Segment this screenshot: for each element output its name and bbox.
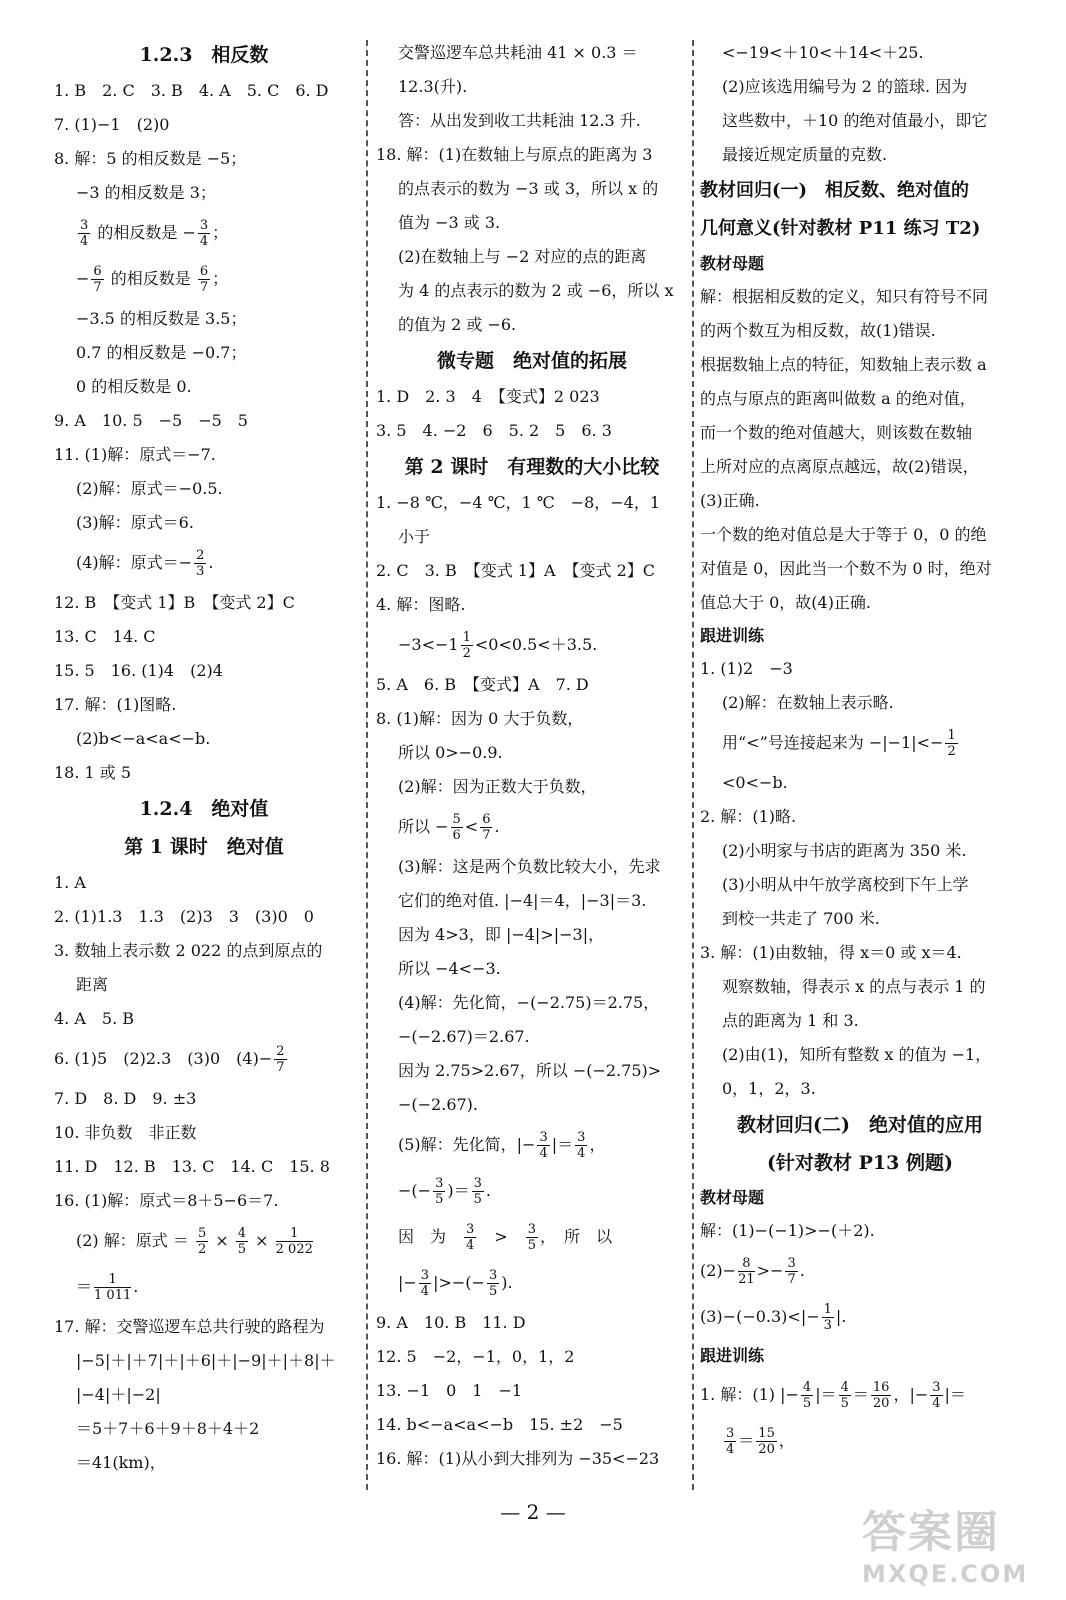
- fraction: $\frac{1}{3}$: [823, 1302, 832, 1333]
- fraction: $\frac{6}{7}$: [199, 264, 209, 295]
- answer-line: 最接近规定质量的克数.: [722, 145, 888, 164]
- answer-line: 6. (1)5 (2)2.3 (3)0 (4)− $\frac{2}{7}$: [54, 1044, 285, 1075]
- answer-line: −3.5 的相反数是 3.5；: [76, 309, 247, 328]
- answer-line: −(−2.67).: [398, 1095, 479, 1114]
- answer-line: 2. C 3. B 【变式 1】A 【变式 2】C: [376, 561, 656, 580]
- answer-line: 12.3(升).: [398, 77, 468, 96]
- answer-line: 它们的绝对值. |−4|＝4，|−3|＝3.: [398, 891, 647, 910]
- answer-line: 3. 解：(1)由数轴，得 x＝0 或 x＝4.: [700, 943, 962, 962]
- answer-line: 2. 解：(1)略.: [700, 807, 797, 826]
- fraction: $\frac{8}{21}$: [738, 1256, 755, 1287]
- answer-line: 4. A 5. B: [54, 1009, 135, 1028]
- section-heading-1-2-4: 1.2.4 绝对值: [139, 798, 269, 820]
- fraction: $\frac{6}{7}$: [93, 264, 102, 295]
- answer-line: 17. 解：(1)图略.: [54, 695, 177, 714]
- answer-line: 8. 解：5 的相反数是 −5；: [54, 149, 247, 168]
- fraction: $\frac{3}{4}$: [539, 1130, 548, 1161]
- answer-line: 5. A 6. B 【变式】A 7. D: [376, 675, 589, 694]
- answer-line: 上所对应的点离原点越远，故(2)错误，: [700, 457, 979, 476]
- answer-line: 因 为 $\frac{3}{4}$ > $\frac{3}{5}$ ， 所 以: [398, 1222, 613, 1253]
- answer-line: ＝ $\frac{1}{1 011}$ .: [76, 1272, 139, 1303]
- fraction: $\frac{3}{4}$: [466, 1222, 475, 1253]
- answer-line: 0，1，2，3.: [722, 1079, 816, 1098]
- answer-line: 1. −8 ℃，−4 ℃，1 ℃ −8，−4，1: [376, 493, 661, 512]
- answer-line: −3 的相反数是 3；: [76, 183, 216, 202]
- answer-line: 16. 解：(1)从小到大排列为 −35<−23: [376, 1449, 660, 1468]
- answer-line: ＝5＋7＋6＋9＋8＋4＋2: [76, 1419, 260, 1438]
- answer-line: 解：根据相反数的定义，知只有符号不同: [700, 287, 989, 306]
- answer-line: − $\frac{6}{7}$ 的相反数是 $\frac{6}{7}$ ；: [76, 264, 229, 295]
- answer-line: 因为 2.75>2.67，所以 −(−2.75)>: [398, 1061, 662, 1080]
- section-heading-review-1: 教材回归(一) 相反数、绝对值的: [700, 180, 970, 201]
- answer-line: (2)小明家与书店的距离为 350 米.: [722, 841, 967, 860]
- label-textbook-problem: 教材母题: [700, 1188, 765, 1207]
- answer-line: 为 4 的点表示的数为 2 或 −6，所以 x: [398, 281, 674, 300]
- answer-line: 用“<”号连接起来为 −|−1|<− $\frac{1}{2}$: [722, 728, 956, 759]
- answer-line: 4. 解：图略.: [376, 595, 466, 614]
- answer-line: (2)− $\frac{8}{21}$ >− $\frac{3}{7}$ .: [700, 1256, 805, 1287]
- column-3: [700, 36, 1020, 1464]
- answer-line: (2)应该选用编号为 2 的篮球. 因为: [722, 77, 968, 96]
- answer-line: 根据数轴上点的特征，知数轴上表示数 a: [700, 355, 987, 374]
- watermark-logo: [862, 1496, 1042, 1592]
- fraction: $\frac{1}{2}$: [462, 630, 471, 661]
- answer-line: 7. D 8. D 9. ±3: [54, 1089, 197, 1108]
- answer-line: |− $\frac{3}{4}$ |>−(− $\frac{3}{5}$ ).: [398, 1268, 513, 1299]
- answer-line: 值为 −3 或 3.: [398, 213, 501, 232]
- fraction: $\frac{15}{20}$: [758, 1426, 775, 1457]
- answer-line: 所以 − $\frac{5}{6}$ < $\frac{6}{7}$ .: [398, 812, 500, 843]
- lesson-heading-2: 第 2 课时 有理数的大小比较: [404, 456, 660, 478]
- answer-line: 17. 解：交警巡逻车总共行驶的路程为: [54, 1317, 325, 1336]
- answer-line: 1. D 2. 3 4 【变式】2 023: [376, 387, 600, 406]
- section-heading-micro-topic: 微专题 绝对值的拓展: [436, 350, 627, 372]
- answer-line: 距离: [76, 975, 109, 994]
- answer-line: 7. (1)−1 (2)0: [54, 115, 170, 134]
- answer-line: 点的距离为 1 和 3.: [722, 1011, 859, 1030]
- answer-line: 1. A: [54, 873, 86, 892]
- answer-line: (2)在数轴上与 −2 对应的点的距离: [398, 247, 647, 266]
- fraction: $\frac{1}{2 022}$: [275, 1226, 313, 1257]
- answer-line: 12. 5 −2，−1，0，1，2: [376, 1347, 575, 1366]
- answer-line: (2)由(1)，知所有整数 x 的值为 −1，: [722, 1045, 992, 1064]
- fraction: $\frac{1}{1 011}$: [94, 1272, 132, 1303]
- answer-line: 8. (1)解：因为 0 大于负数，: [376, 709, 584, 728]
- answer-line: 18. 1 或 5: [54, 763, 132, 782]
- answer-line: (2)b<−a<a<−b.: [76, 729, 211, 748]
- answer-line: (3)解：这是两个负数比较大小，先求: [398, 857, 661, 876]
- answer-line: 对值是 0，因此当一个数不为 0 时，绝对: [700, 559, 992, 578]
- answer-line: 13. C 14. C: [54, 627, 156, 646]
- answer-line: 小于: [398, 527, 431, 546]
- answer-line: (5)解：先化简，|− $\frac{3}{4}$ |＝ $\frac{3}{4}$ ，: [398, 1130, 606, 1161]
- answer-line: 而一个数的绝对值越大，则该数在数轴: [700, 423, 973, 442]
- answer-line: (4)解：原式＝− $\frac{2}{3}$ .: [76, 548, 214, 579]
- answer-line: <−19<＋10<＋14<＋25.: [722, 43, 924, 62]
- fraction: $\frac{3}{4}$: [80, 218, 89, 249]
- fraction: $\frac{4}{5}$: [840, 1380, 849, 1411]
- section-heading-review-2-sub: (针对教材 P13 例题): [767, 1152, 953, 1174]
- section-heading-review-1-sub: 几何意义(针对教材 P11 练习 T2): [700, 218, 981, 239]
- answer-line: 的点表示的数为 −3 或 3，所以 x 的: [398, 179, 659, 198]
- answer-line: (3)正确.: [700, 491, 760, 510]
- fraction: $\frac{3}{5}$: [488, 1268, 498, 1299]
- answer-line: 3. 数轴上表示数 2 022 的点到原点的: [54, 941, 323, 960]
- answer-line: −(− $\frac{3}{5}$ )＝ $\frac{3}{5}$ .: [398, 1176, 491, 1207]
- fraction: $\frac{3}{4}$: [420, 1268, 430, 1299]
- fraction: $\frac{4}{5}$: [802, 1380, 812, 1411]
- answer-line: (2)解：在数轴上表示略.: [722, 693, 894, 712]
- lesson-heading-1: 第 1 课时 绝对值: [124, 836, 284, 858]
- column-2: [376, 36, 688, 1476]
- answer-line: 0 的相反数是 0.: [76, 377, 192, 396]
- fraction: $\frac{3}{4}$: [577, 1130, 586, 1161]
- answer-line: (2)解：因为正数大于负数，: [398, 777, 597, 796]
- column-divider-2: [692, 40, 694, 1490]
- answer-line: 所以 −4<−3.: [398, 959, 501, 978]
- section-heading-review-2: 教材回归(二) 绝对值的应用: [737, 1114, 983, 1136]
- answer-line: 1. B 2. C 3. B 4. A 5. C 6. D: [54, 81, 329, 100]
- fraction: $\frac{4}{5}$: [237, 1226, 247, 1257]
- answer-line: 13. −1 0 1 −1: [376, 1381, 523, 1400]
- answer-line: 11. (1)解：原式＝−7.: [54, 445, 216, 464]
- fraction: $\frac{3}{4}$: [726, 1426, 735, 1457]
- answer-line: $\frac{3}{4}$ ＝ $\frac{15}{20}$ ，: [726, 1426, 795, 1457]
- answer-line: (2) 解：原式 ＝ $\frac{5}{2}$ × $\frac{4}{5}$ × $\frac{1}{2 022}$: [76, 1226, 313, 1257]
- answer-line: 答：从出发到收工共耗油 12.3 升.: [398, 111, 641, 130]
- fraction: $\frac{5}{6}$: [452, 812, 461, 843]
- answer-line: 9. A 10. B 11. D: [376, 1313, 526, 1332]
- answer-line: 到校一共走了 700 米.: [722, 909, 880, 928]
- answer-line: (4)解：先化简，−(−2.75)＝2.75，: [398, 993, 660, 1012]
- answer-line: −(−2.67)＝2.67.: [398, 1027, 530, 1046]
- fraction: $\frac{2}{3}$: [196, 548, 205, 579]
- answer-line: 11. D 12. B 13. C 14. C 15. 8: [54, 1157, 330, 1176]
- fraction: $\frac{3}{7}$: [787, 1256, 796, 1287]
- fraction: $\frac{6}{7}$: [482, 812, 491, 843]
- fraction: $\frac{3}{4}$: [199, 218, 209, 249]
- answer-line: 观察数轴，得表示 x 的点与表示 1 的: [722, 977, 986, 996]
- column-divider-1: [366, 40, 368, 1490]
- answer-line: 这些数中，＋10 的绝对值最小，即它: [722, 111, 988, 130]
- fraction: $\frac{3}{5}$: [473, 1176, 482, 1207]
- watermark-url: MXQE.COM: [862, 1560, 1029, 1588]
- fraction: $\frac{3}{4}$: [932, 1380, 941, 1411]
- answer-line: (3)解：原式＝6.: [76, 513, 194, 532]
- answer-line: 1. (1)2 −3: [700, 659, 793, 678]
- answer-line: 解：(1)−(−1)>−(＋2).: [700, 1221, 875, 1240]
- answer-line: 16. (1)解：原式＝8＋5−6＝7.: [54, 1191, 279, 1210]
- answer-line: 9. A 10. 5 −5 −5 5: [54, 411, 248, 430]
- answer-line: 10. 非负数 非正数: [54, 1123, 197, 1142]
- fraction: $\frac{3}{5}$: [435, 1176, 444, 1207]
- page-number: — 2 —: [500, 1500, 566, 1524]
- answer-line: 15. 5 16. (1)4 (2)4: [54, 661, 223, 680]
- fraction: $\frac{2}{7}$: [276, 1044, 285, 1075]
- answer-line: (2)解：原式＝−0.5.: [76, 479, 223, 498]
- answer-line: 的值为 2 或 −6.: [398, 315, 517, 334]
- answer-line: 所以 0>−0.9.: [398, 743, 503, 762]
- answer-line: 值总大于 0，故(4)正确.: [700, 593, 872, 612]
- fraction: $\frac{1}{2}$: [947, 728, 956, 759]
- answer-line: 14. b<−a<a<−b 15. ±2 −5: [376, 1415, 623, 1434]
- answer-line: −3<−1 $\frac{1}{2}$ <0<0.5<＋3.5.: [398, 630, 598, 661]
- column-1: [54, 36, 354, 1480]
- section-heading-1-2-3: 1.2.3 相反数: [139, 44, 269, 66]
- answer-line: 因为 4>3，即 |−4|>|−3|，: [398, 925, 605, 944]
- answer-line: 1. 解：(1) |− $\frac{4}{5}$ |＝ $\frac{4}{5}$ ＝ $\frac{16}{20}$ ，|− $\frac{3}{4}$ |＝: [700, 1380, 966, 1411]
- answer-line: 2. (1)1.3 1.3 (2)3 3 (3)0 0: [54, 907, 314, 926]
- fraction: $\frac{16}{20}$: [872, 1380, 890, 1411]
- answer-line: 18. 解：(1)在数轴上与原点的距离为 3: [376, 145, 653, 164]
- answer-line: 交警巡逻车总共耗油 41 × 0.3 ＝: [398, 43, 638, 62]
- watermark-text: 答案圈: [862, 1507, 1000, 1558]
- label-textbook-problem: 教材母题: [700, 254, 765, 273]
- answer-line: <0<−b.: [722, 773, 788, 792]
- answer-line: 12. B 【变式 1】B 【变式 2】C: [54, 593, 295, 612]
- fraction: $\frac{5}{2}$: [197, 1226, 207, 1257]
- label-follow-up-training: 跟进训练: [700, 626, 765, 645]
- answer-line: 0.7 的相反数是 −0.7；: [76, 343, 247, 362]
- answer-line: (3)−(−0.3)<|− $\frac{1}{3}$ |.: [700, 1302, 847, 1333]
- label-follow-up-training: 跟进训练: [700, 1346, 765, 1365]
- fraction: $\frac{3}{5}$: [527, 1222, 536, 1253]
- answer-line: $\frac{3}{4}$ 的相反数是 − $\frac{3}{4}$ ；: [80, 218, 229, 249]
- answer-line: 3. 5 4. −2 6 5. 2 5 6. 3: [376, 421, 612, 440]
- answer-line: |−5|＋|＋7|＋|＋6|＋|−9|＋|＋8|＋: [76, 1351, 336, 1370]
- answer-line: (3)小明从中午放学离校到下午上学: [722, 875, 969, 894]
- answer-line: 的两个数互为相反数，故(1)错误.: [700, 321, 936, 340]
- answer-line: 一个数的绝对值总是大于等于 0，0 的绝: [700, 525, 987, 544]
- answer-line: |−4|＋|−2|: [76, 1385, 161, 1404]
- answer-line: 的点与原点的距离叫做数 a 的绝对值，: [700, 389, 976, 408]
- answer-line: ＝41(km)，: [76, 1453, 166, 1472]
